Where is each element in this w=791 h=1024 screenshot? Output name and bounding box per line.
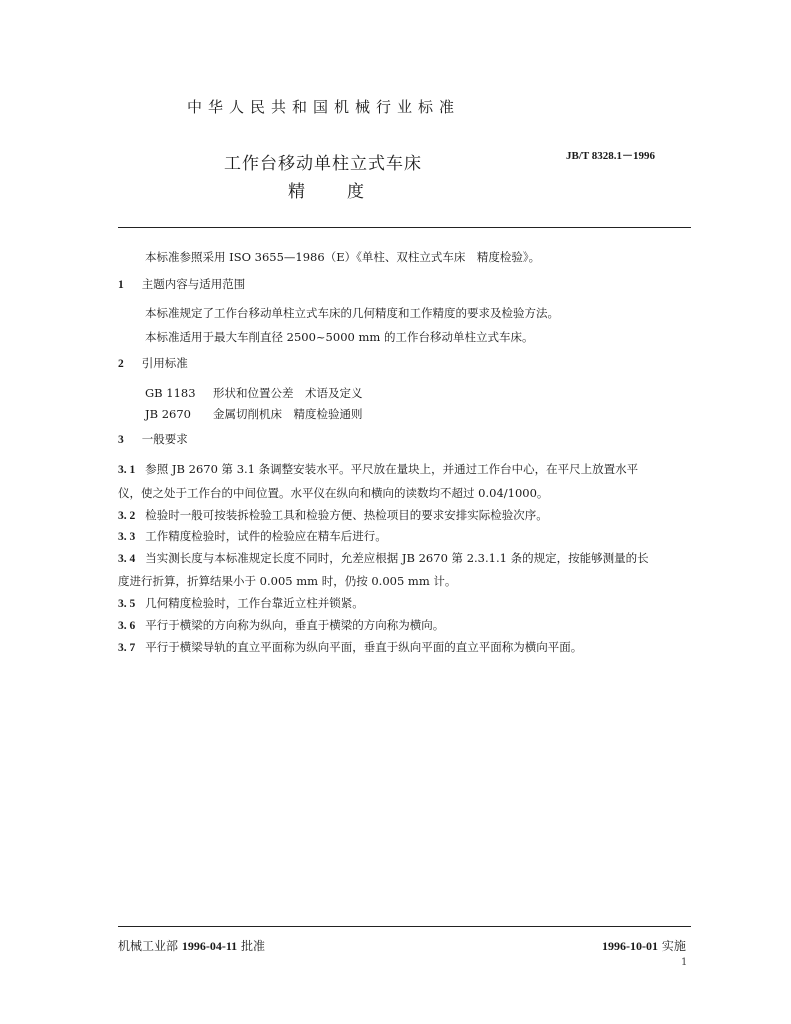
implementation-info <box>602 937 686 954</box>
issuing-organization: 中华人民共和国机械行业标准 <box>187 98 461 116</box>
title-char-1: 精 <box>288 182 307 202</box>
section-number: 2 <box>118 358 124 370</box>
reference-item <box>145 385 363 401</box>
section-1-heading <box>118 276 245 293</box>
reference-name: 金属切削机床 精度检验通则 <box>213 407 363 421</box>
clause-3-5 <box>118 595 364 612</box>
title-char-2: 度 <box>347 182 366 202</box>
clause-3-7 <box>118 639 582 656</box>
clause-text: 当实测长度与本标准规定长度不同时，允差应根据 JB 2670 第 2.3.1.1 条的规定，按能够测量的长 <box>145 551 649 565</box>
clause-3-4-continued: 度进行折算，折算结果小于 0.005 mm 时，仍按 0.005 mm 计。 <box>118 574 457 588</box>
section-3-heading <box>118 431 188 448</box>
reference-name: 形状和位置公差 术语及定义 <box>213 386 363 400</box>
clause-text: 检验时一般可按装拆检验工具和检验方便、热检项目的要求安排实际检验次序。 <box>145 508 548 522</box>
standard-number: JB/T 8328.1－1996 <box>566 150 656 162</box>
section-title: 主题内容与适用范围 <box>141 277 246 291</box>
issuer: 机械工业部 <box>118 939 179 953</box>
clause-3-1-continued: 仪，使之处于工作台的中间位置。水平仪在纵向和横向的读数均不超过 0.04/1000。 <box>118 486 549 500</box>
reference-item <box>145 406 363 422</box>
section-title: 一般要求 <box>141 432 188 446</box>
clause-number: 3. 5 <box>118 598 136 610</box>
section-number: 1 <box>118 279 124 291</box>
section-1-paragraph-1: 本标准规定了工作台移动单柱立式车床的几何精度和工作精度的要求及检验方法。 <box>145 306 559 320</box>
approval-label: 批准 <box>241 939 266 953</box>
section-number: 3 <box>118 434 124 446</box>
clause-3-3 <box>118 528 387 545</box>
clause-text: 平行于横梁导轨的直立平面称为纵向平面，垂直于纵向平面的直立平面称为横向平面。 <box>145 640 583 654</box>
clause-number: 3. 3 <box>118 531 136 543</box>
section-1-paragraph-2: 本标准适用于最大车削直径 2500~5000 mm 的工作台移动单柱立式车床。 <box>145 330 534 344</box>
section-title: 引用标准 <box>141 356 188 370</box>
clause-3-6 <box>118 617 444 634</box>
clause-number: 3. 4 <box>118 553 136 565</box>
clause-3-2 <box>118 507 548 524</box>
clause-number: 3. 2 <box>118 510 136 522</box>
document-title: 工作台移动单柱立式车床 <box>224 154 422 174</box>
approval-info <box>118 937 265 954</box>
approval-date: 1996-04-11 <box>181 939 238 953</box>
implementation-date: 1996-10-01 <box>602 939 658 953</box>
clause-text: 参照 JB 2670 第 3.1 条调整安装水平。平尺放在量块上，并通过工作台中心，在平尺上放置水平 <box>145 462 639 476</box>
footer-divider <box>118 926 691 927</box>
clause-text: 工作精度检验时，试件的检验应在精车后进行。 <box>145 529 387 543</box>
page-number: 1 <box>681 957 688 968</box>
intro-paragraph: 本标准参照采用 ISO 3655—1986（E）《单柱、双柱立式车床 精度检验》。 <box>145 250 541 264</box>
clause-number: 3. 1 <box>118 464 136 476</box>
implementation-label: 实施 <box>661 939 686 953</box>
section-2-heading <box>118 355 188 372</box>
clause-number: 3. 7 <box>118 642 136 654</box>
clause-3-4 <box>118 550 649 567</box>
header-divider <box>118 227 691 228</box>
clause-3-1 <box>118 461 638 478</box>
document-title-line2 <box>288 177 366 202</box>
clause-text: 平行于横梁的方向称为纵向，垂直于横梁的方向称为横向。 <box>145 618 445 632</box>
reference-code: JB 2670 <box>145 407 191 421</box>
reference-code: GB 1183 <box>145 386 196 400</box>
clause-text: 几何精度检验时，工作台靠近立柱并锁紧。 <box>145 596 364 610</box>
clause-number: 3. 6 <box>118 620 136 632</box>
